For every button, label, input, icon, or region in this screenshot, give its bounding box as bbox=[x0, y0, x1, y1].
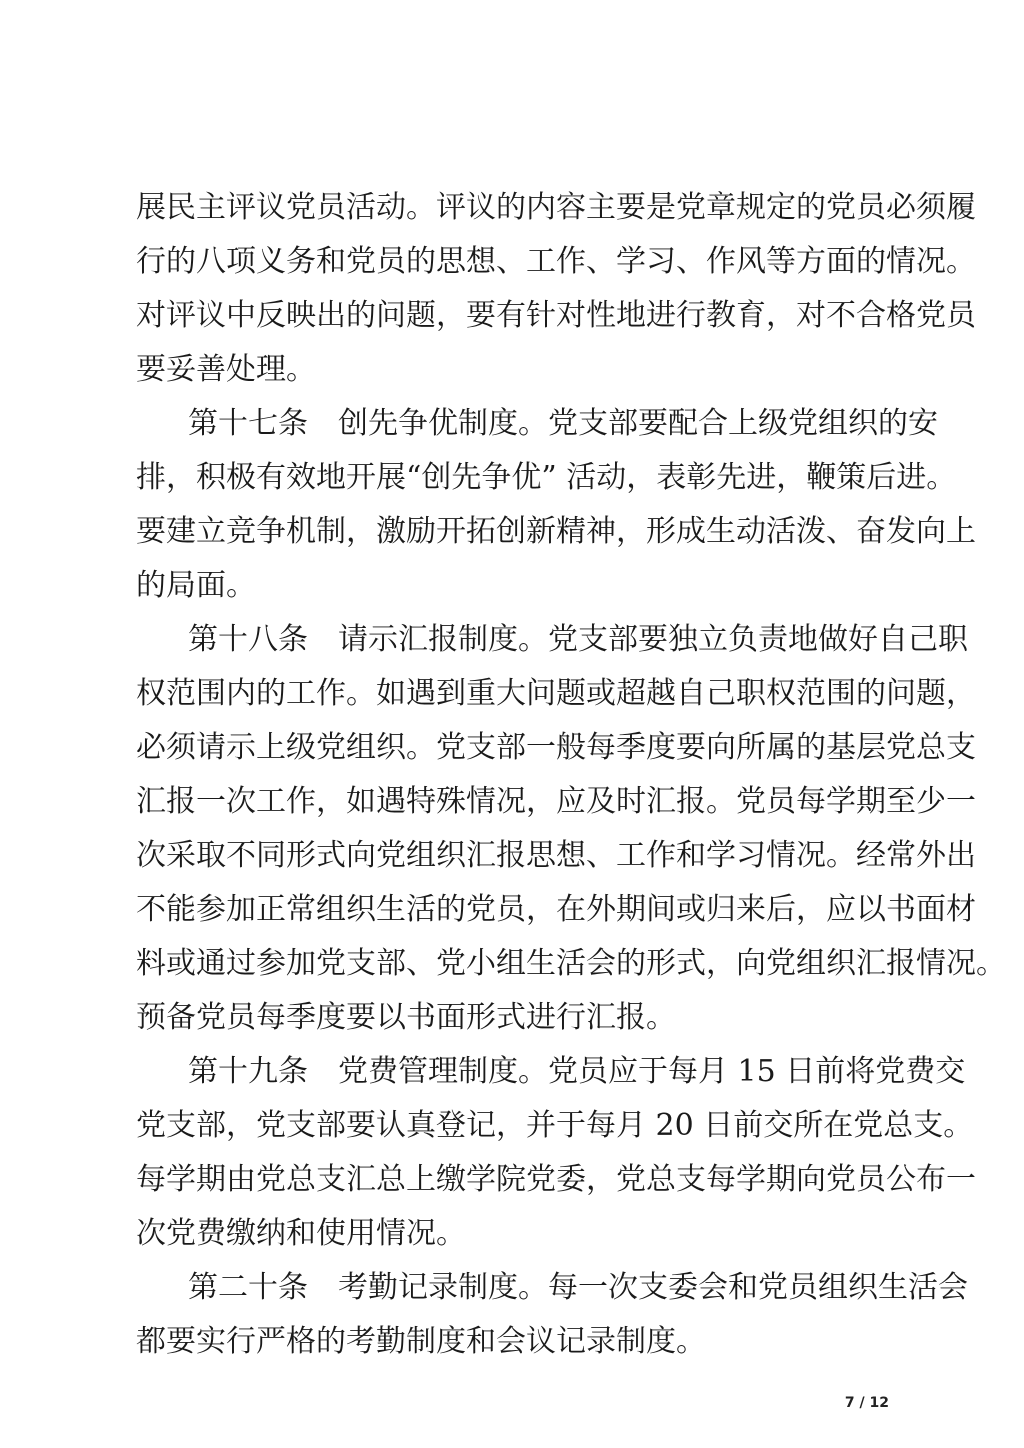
text-line: 要妥善处理。 bbox=[136, 352, 316, 387]
text-line: 的局面。 bbox=[136, 568, 256, 603]
text-line: 党支部，党支部要认真登记，并于每月 20 日前交所在党总支。 bbox=[136, 1108, 974, 1143]
text-line: 要建立竞争机制，激励开拓创新精神，形成生动活泼、奋发向上 bbox=[136, 514, 976, 549]
text-line: 都要实行严格的考勤制度和会议记录制度。 bbox=[136, 1324, 706, 1359]
text-line: 汇报一次工作，如遇特殊情况，应及时汇报。党员每学期至少一 bbox=[136, 784, 976, 819]
article-19-heading-line: 第十九条 党费管理制度。党员应于每月 15 日前将党费交 bbox=[188, 1054, 966, 1089]
article-17-heading-line: 第十七条 创先争优制度。党支部要配合上级党组织的安 bbox=[188, 406, 938, 441]
text-line: 权范围内的工作。如遇到重大问题或超越自己职权范围的问题， bbox=[136, 676, 976, 711]
text-line: 每学期由党总支汇总上缴学院党委，党总支每学期向党员公布一 bbox=[136, 1162, 976, 1197]
text-line: 次党费缴纳和使用情况。 bbox=[136, 1216, 466, 1251]
article-20-heading-line: 第二十条 考勤记录制度。每一次支委会和党员组织生活会 bbox=[188, 1270, 968, 1305]
page-number: 7 / 12 bbox=[844, 1395, 889, 1411]
text-line: 行的八项义务和党员的思想、工作、学习、作风等方面的情况。 bbox=[136, 244, 976, 279]
text-line: 对评议中反映出的问题，要有针对性地进行教育，对不合格党员 bbox=[136, 298, 976, 333]
text-line: 次采取不同形式向党组织汇报思想、工作和学习情况。经常外出 bbox=[136, 838, 976, 873]
text-line: 展民主评议党员活动。评议的内容主要是党章规定的党员必须履 bbox=[136, 190, 976, 225]
article-18-heading-line: 第十八条 请示汇报制度。党支部要独立负责地做好自己职 bbox=[188, 622, 968, 657]
text-line: 料或通过参加党支部、党小组生活会的形式，向党组织汇报情况。 bbox=[136, 946, 1006, 981]
text-line: 排，积极有效地开展“创先争优” 活动，表彰先进，鞭策后进。 bbox=[136, 460, 957, 495]
text-line: 必须请示上级党组织。党支部一般每季度要向所属的基层党总支 bbox=[136, 730, 976, 765]
text-line: 不能参加正常组织生活的党员，在外期间或归来后，应以书面材 bbox=[136, 892, 976, 927]
text-line: 预备党员每季度要以书面形式进行汇报。 bbox=[136, 1000, 676, 1035]
